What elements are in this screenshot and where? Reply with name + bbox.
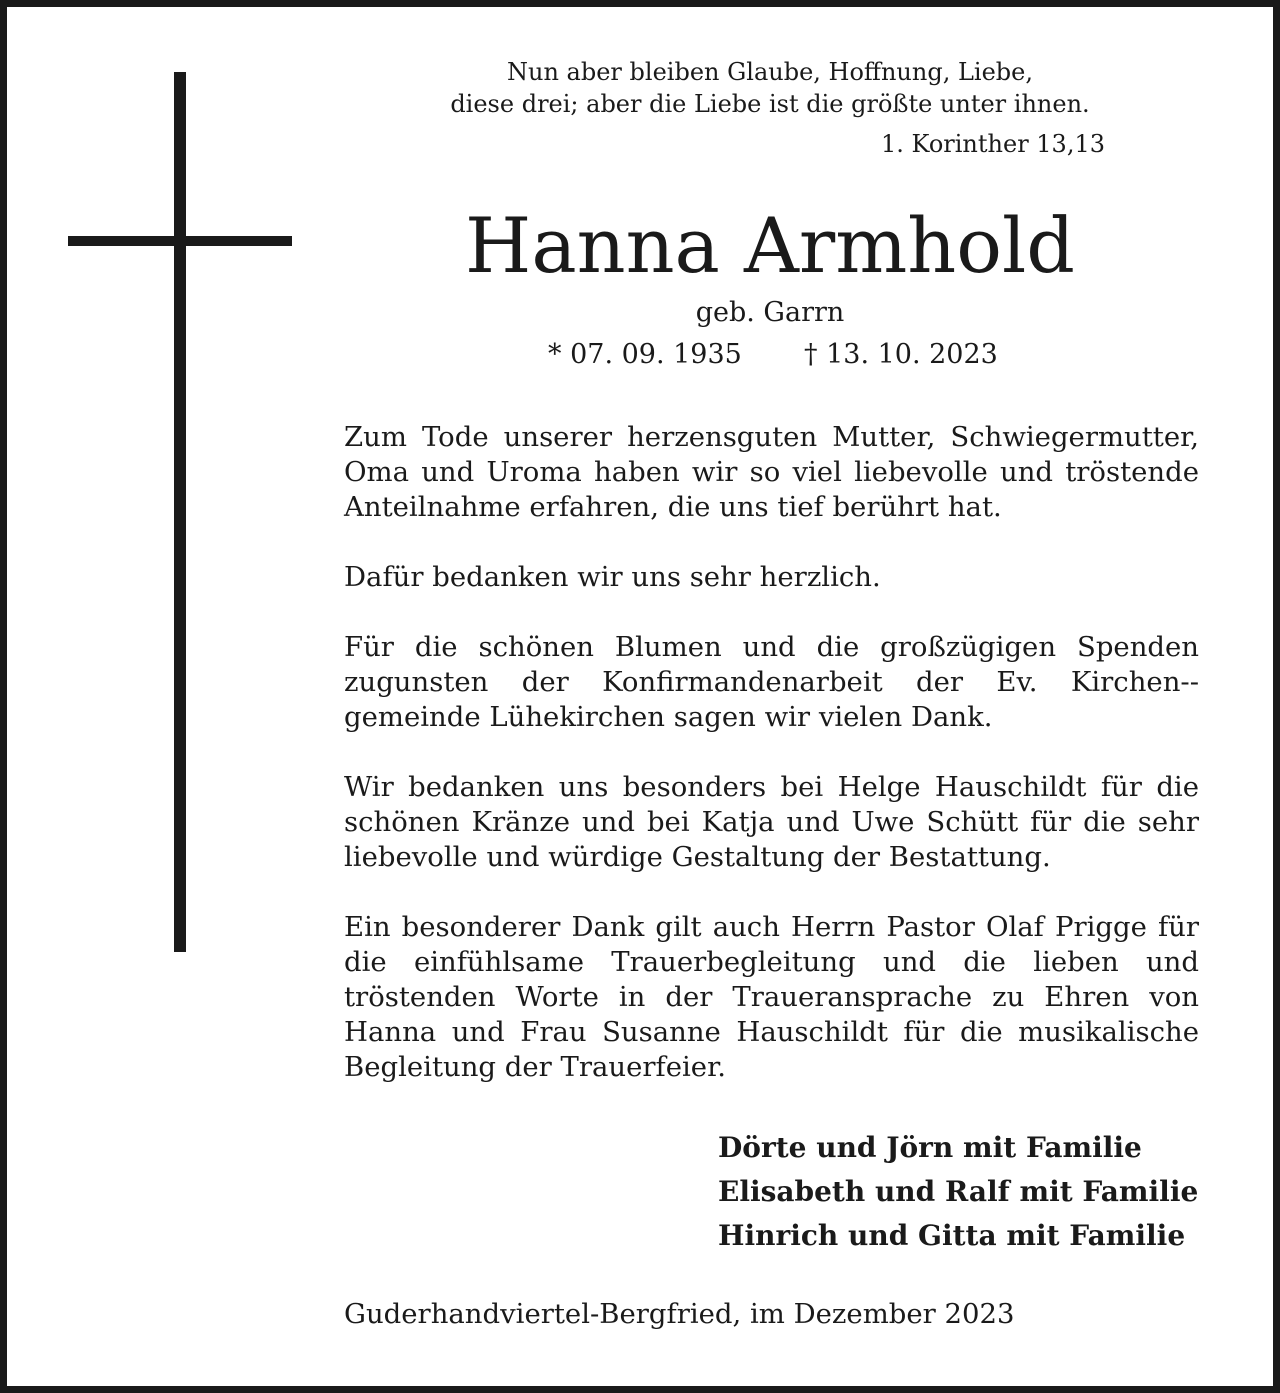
- verse-reference: 1. Korinther 13,13: [881, 130, 1105, 158]
- place-and-date: Guderhandviertel-Bergfried, im Dezember 2023: [344, 1298, 1015, 1330]
- signatures: [718, 1126, 1238, 1258]
- cross-horizontal-bar: [68, 236, 292, 246]
- birth-name: geb. Garrn: [695, 297, 845, 328]
- cross-vertical-bar: [174, 72, 186, 952]
- signature-line: Hinrich und Gitta mit Familie: [718, 1219, 1186, 1252]
- deceased-name: Hanna Armhold: [465, 201, 1075, 290]
- birth-date: * 07. 09. 1935: [548, 339, 742, 370]
- verse-line-2: diese drei; aber die Liebe ist die größte unter ihnen.: [450, 90, 1090, 118]
- signature-line: Elisabeth und Ralf mit Familie: [718, 1175, 1199, 1208]
- signature-line: Dörte und Jörn mit Familie: [718, 1131, 1142, 1164]
- paragraph: Ein besonderer Dank gilt auch Herrn Pastor Olaf Prigge für die einfühlsame Trauerbegleitung und die lieben und tröstenden Worte in der Traueransprache zu Ehren von Hanna und Frau Susanne Hauschildt für die musikalische Begleitung der Trauerfeier.: [344, 911, 1199, 1083]
- paragraph: Wir bedanken uns besonders bei Helge Hauschildt für die schönen Kränze und bei Katja und Uwe Schütt für die sehr liebevolle und würdige Gestaltung der Bestattung.: [344, 771, 1199, 873]
- thank-you-text: [344, 420, 1199, 1120]
- verse-line-1: Nun aber bleiben Glaube, Hoffnung, Liebe,: [507, 58, 1033, 86]
- bible-verse: [380, 56, 1160, 120]
- death-date: † 13. 10. 2023: [804, 339, 998, 370]
- paragraph: Dafür bedanken wir uns sehr herzlich.: [344, 561, 881, 593]
- paragraph: Für die schönen Blumen und die großzügigen Spenden zugunsten der Konfirmandenarbeit der Ev. Kirchen-gemeinde Lühekirchen sagen wir vielen Dank.: [344, 631, 1199, 733]
- paragraph: Zum Tode unserer herzensguten Mutter, Schwiegermutter, Oma und Uroma haben wir so viel liebevolle und tröstende Anteilnahme erfahren, die uns tief berührt hat.: [344, 421, 1199, 523]
